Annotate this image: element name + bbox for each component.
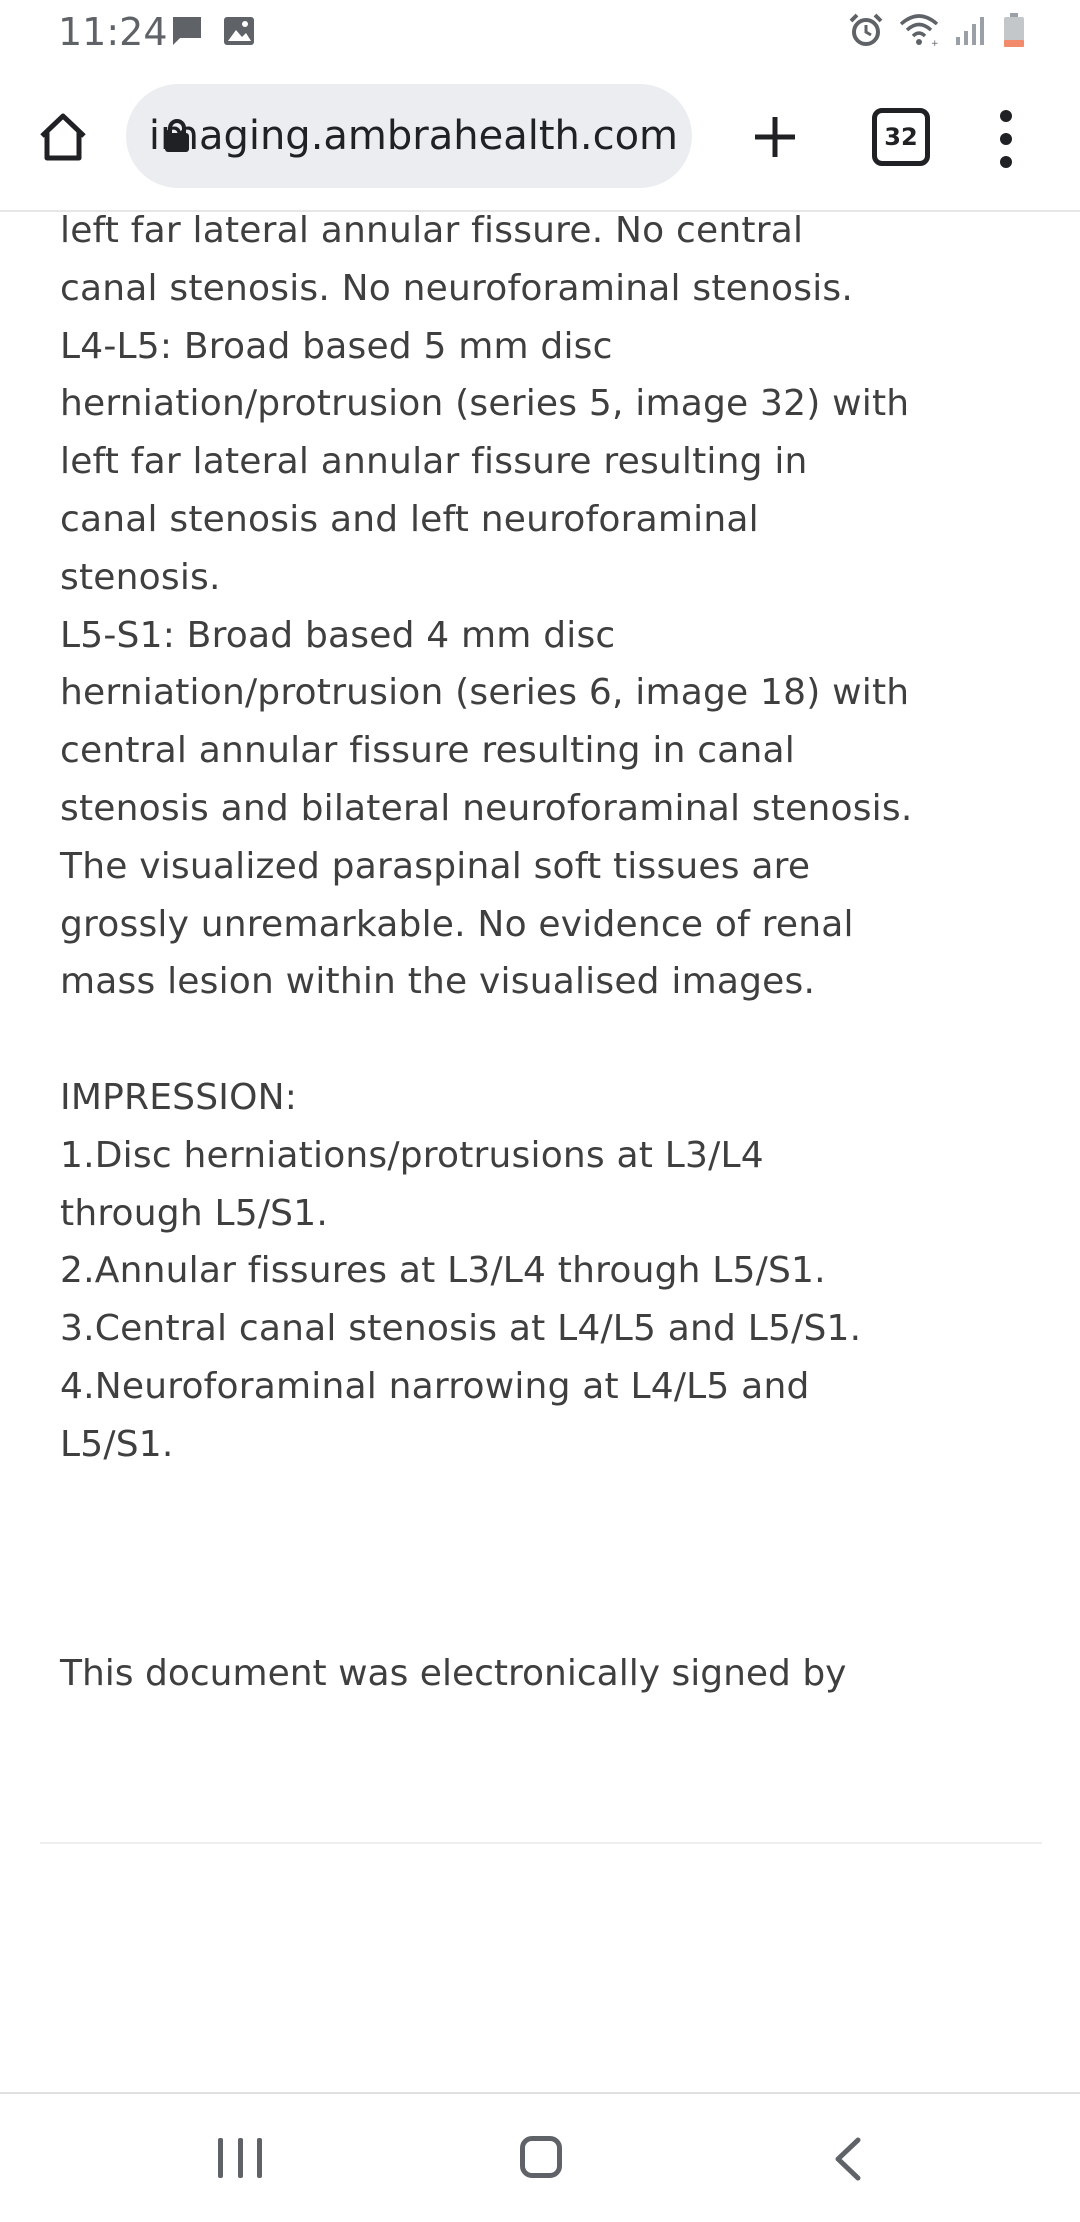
impression-item: 2.Annular fissures at L3/L4 through L5/S1. (60, 1250, 826, 1292)
svg-text:+: + (931, 39, 939, 49)
report-line: L5-S1: Broad based 4 mm disc (60, 614, 616, 656)
status-bar (0, 0, 1080, 64)
paragraph-gap (60, 1011, 1020, 1069)
recents-button[interactable] (218, 2138, 262, 2178)
address-bar[interactable] (126, 84, 692, 188)
signal-icon (954, 13, 988, 47)
impression-item: 1.Disc herniations/protrusions at L3/L4 (60, 1134, 764, 1176)
report-line: herniation/protrusion (series 6, image 18) with (60, 672, 910, 714)
battery-low-icon (1002, 12, 1026, 48)
home-circle-icon[interactable] (520, 2136, 562, 2178)
impression-item: through L5/S1. (60, 1192, 328, 1234)
home-icon (36, 110, 90, 164)
tab-count: 32 (884, 123, 918, 151)
page-content[interactable] (0, 212, 1080, 2092)
chat-message-icon (170, 14, 204, 48)
image-icon (222, 14, 256, 48)
report-line: mass lesion within the visualised images. (60, 961, 816, 1003)
status-right-icons (848, 12, 1026, 48)
home-button[interactable] (30, 104, 96, 170)
signature-statement: This document was electronically signed by (60, 1653, 847, 1694)
more-vert-icon (1000, 110, 1012, 122)
report-line: herniation/protrusion (series 5, image 32) with (60, 383, 910, 425)
report-line: L4-L5: Broad based 5 mm disc (60, 325, 613, 367)
more-vert-icon-dot (1000, 156, 1012, 168)
url-text[interactable]: imaging.ambrahealth.com (148, 113, 678, 159)
browser-toolbar (0, 64, 1080, 212)
report-text (60, 202, 1020, 1474)
impression-item: 4.Neuroforaminal narrowing at L4/L5 and (60, 1365, 810, 1407)
recents-icon (218, 2138, 223, 2178)
back-icon[interactable] (828, 2136, 868, 2182)
impression-heading: IMPRESSION: (60, 1076, 298, 1118)
more-options-button[interactable] (984, 104, 1028, 174)
divider (40, 1842, 1042, 1844)
report-line: canal stenosis and left neuroforaminal (60, 498, 759, 540)
status-left-icons (170, 14, 256, 48)
report-line: left far lateral annular fissure. No central (60, 210, 804, 251)
recents-icon-bar (238, 2138, 243, 2178)
plus-icon (751, 113, 799, 161)
impression-item: 3.Central canal stenosis at L4/L5 and L5/S1. (60, 1308, 862, 1350)
report-line: The visualized paraspinal soft tissues are (60, 845, 811, 887)
impression-item: L5/S1. (60, 1423, 174, 1465)
report-line: stenosis and bilateral neuroforaminal stenosis. (60, 787, 913, 829)
wifi-icon (898, 12, 940, 48)
report-line: central annular fissure resulting in canal (60, 730, 795, 772)
tab-switcher-button[interactable] (872, 108, 930, 166)
report-line: left far lateral annular fissure resulting in (60, 441, 808, 483)
system-nav-bar (0, 2092, 1080, 2222)
report-line: stenosis. (60, 556, 221, 598)
report-line: canal stenosis. No neuroforaminal stenosis. (60, 267, 854, 309)
alarm-icon (848, 12, 884, 48)
more-vert-icon-dot (1000, 133, 1012, 145)
new-tab-button[interactable] (740, 102, 810, 172)
recents-icon-bar (257, 2138, 262, 2178)
status-time: 11:24 (58, 10, 168, 54)
report-line: grossly unremarkable. No evidence of renal (60, 903, 854, 945)
